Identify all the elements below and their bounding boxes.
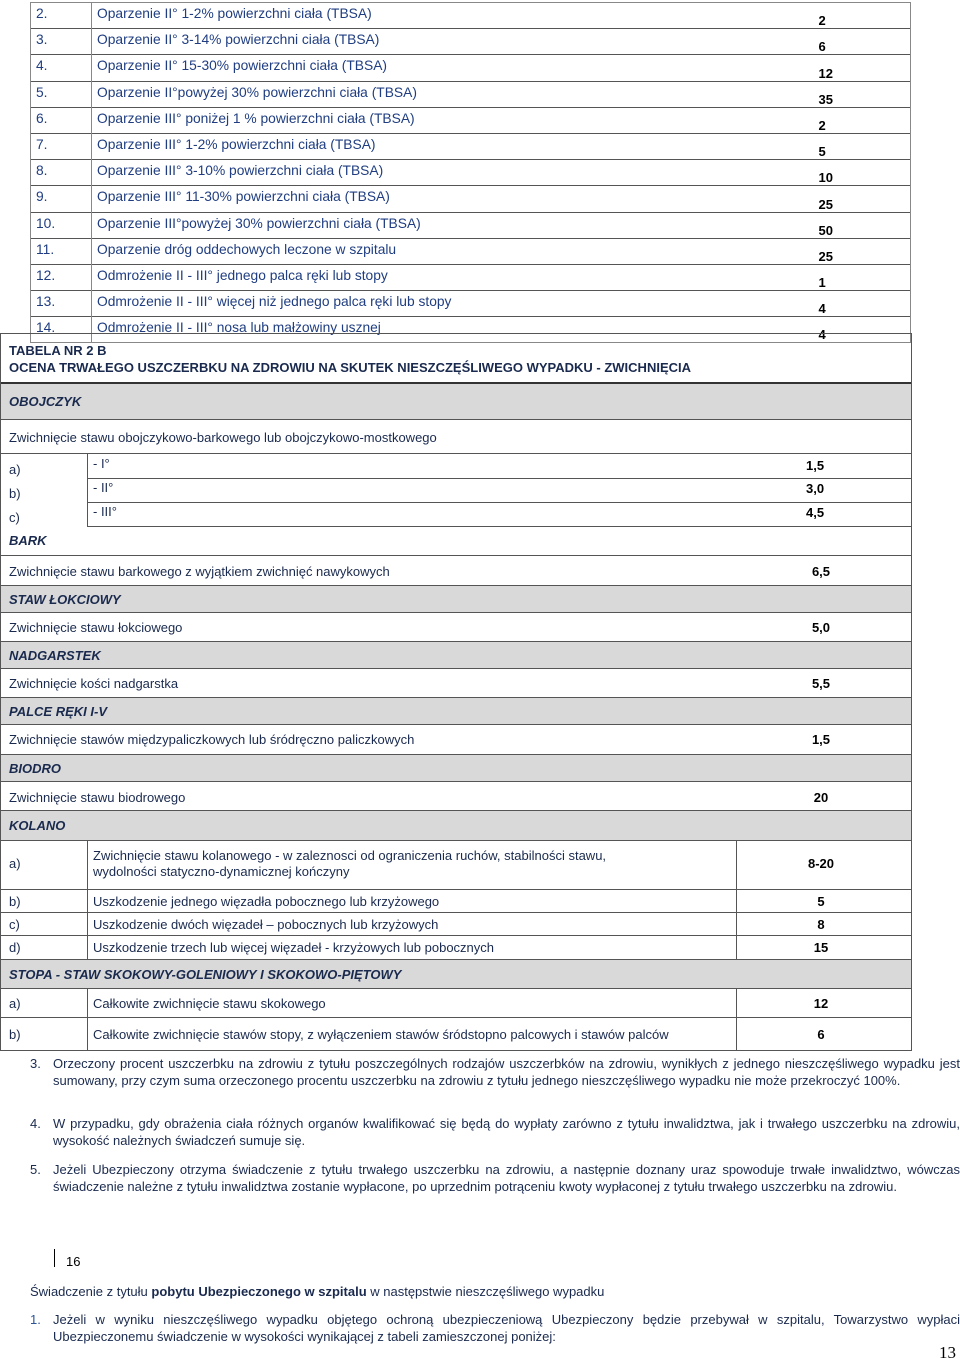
kolano-value-b: 5 (817, 894, 825, 909)
item-1 (30, 1312, 960, 1345)
burns-row-number: 2. (31, 3, 92, 29)
burns-row-value: 2 (817, 107, 911, 133)
stopa-row-b (1, 1018, 911, 1050)
burns-row-value: 10 (817, 160, 911, 186)
section-kolano (1, 811, 911, 841)
bark-value: 6,5 (811, 564, 831, 579)
biodro-value: 20 (813, 790, 829, 805)
section-heading (30, 1284, 604, 1299)
burns-row-value: 2 (817, 3, 911, 29)
bark-row (1, 556, 911, 586)
paragraph-4-number: 4. (30, 1116, 41, 1131)
burns-row (31, 107, 911, 133)
palce-value: 1,5 (811, 732, 831, 747)
burns-table (30, 2, 911, 343)
section-kolano-label: KOLANO (9, 818, 66, 833)
section-bark-label: BARK (9, 533, 47, 548)
section-stopa (1, 960, 911, 989)
biodro-text: Zwichnięcie stawu biodrowego (9, 790, 186, 805)
kolano-row-d (1, 936, 911, 960)
burns-row-value: 4 (817, 291, 911, 317)
burns-row-number: 13. (31, 291, 92, 317)
burns-row-text: Oparzenie III°powyżej 30% powierzchni ciała (TBSA) (92, 212, 817, 238)
burns-row-text: Odmrożenie II - III° więcej niż jednego palca ręki lub stopy (92, 291, 817, 317)
kolano-letter-b: b) (9, 894, 21, 909)
obojczyk-degrees (1, 454, 911, 538)
stopa-text-a: Całkowite zwichnięcie stawu skokowego (93, 996, 326, 1011)
burns-row-value: 1 (817, 264, 911, 290)
burns-row-text: Oparzenie II° 1-2% powierzchni ciała (TBSA) (92, 3, 817, 29)
burns-row-text: Oparzenie II° 15-30% powierzchni ciała (TBSA) (92, 55, 817, 81)
paragraph-3 (30, 1056, 960, 1089)
obojczyk-desc-row (1, 420, 911, 454)
kolano-row-a (1, 841, 911, 890)
obojczyk-value-2: 3,0 (806, 481, 825, 496)
paragraph-5-text: Jeżeli Ubezpieczony otrzyma świadczenie z tytułu trwałego uszczerbku na zdrowiu, a następnie doznany uraz spowoduje trwałe inwalidztwo, wówczas świadczenie należne z tytułu inwalidztwa zostanie wypłacone, po uprzednim potrąceniu kwoty wypłaconej z tytułu trwałego uszczerbku na zdrowiu. (53, 1162, 960, 1194)
paragraph-4-text: W przypadku, gdy obrażenia ciała różnych organów kwalifikować się będą do wypłaty zarówno z tytułu inwalidztwa, jak i trwałego uszczerbku na zdrowiu, wysokość należnych świadczeń sumuje się. (53, 1116, 960, 1148)
burns-row-value: 5 (817, 133, 911, 159)
obojczyk-letter-b: b) (9, 486, 21, 501)
nadgarstek-value: 5,5 (811, 676, 831, 691)
burns-row-value: 4 (817, 317, 911, 343)
section-palce-label: PALCE RĘKI I-V (9, 704, 107, 719)
item-1-text: Jeżeli w wyniku nieszczęśliwego wypadku objętego ochroną ubezpieczeniową Ubezpieczony będzie przebywał w szpitalu, Towarzystwo wypłaci Ubezpieczonemu świadczenie w wysokości wynikającej z tabeli zamieszczonej poniżej: (53, 1312, 960, 1344)
burns-row-number: 4. (31, 55, 92, 81)
obojczyk-desc: Zwichnięcie stawu obojczykowo-barkowego lub obojczykowo-mostkowego (9, 430, 437, 445)
burns-row-text: Oparzenie II°powyżej 30% powierzchni ciała (TBSA) (92, 81, 817, 107)
obojczyk-letter-a: a) (9, 462, 21, 477)
lokiec-row (1, 613, 911, 642)
obojczyk-letter-c: c) (9, 510, 20, 525)
stopa-value-a: 12 (813, 996, 829, 1011)
burns-row (31, 160, 911, 186)
kolano-letter-c: c) (9, 917, 20, 932)
section-biodro (1, 755, 911, 782)
burns-row-number: 3. (31, 29, 92, 55)
paragraph-4 (30, 1116, 960, 1149)
burns-row (31, 212, 911, 238)
burns-row (31, 133, 911, 159)
kolano-row-b (1, 890, 911, 913)
burns-row-text: Oparzenie III° 11-30% powierzchni ciała (TBSA) (92, 186, 817, 212)
burns-row-number: 14. (31, 317, 92, 343)
table-2b-subtitle: OCENA TRWAŁEGO USZCZERBKU NA ZDROWIU NA SKUTEK NIESZCZĘŚLIWEGO WYPADKU - ZWICHNIĘCIA (9, 360, 691, 375)
burns-row-number: 7. (31, 133, 92, 159)
kolano-value-a: 8-20 (807, 856, 835, 871)
burns-row-value: 35 (817, 81, 911, 107)
burns-row-number: 10. (31, 212, 92, 238)
stopa-value-b: 6 (817, 1027, 825, 1042)
burns-row-number: 5. (31, 81, 92, 107)
paragraph-5 (30, 1162, 960, 1195)
burns-row (31, 3, 911, 29)
stopa-letter-b: b) (9, 1027, 21, 1042)
kolano-text-b: Uszkodzenie jednego więzadła pobocznego lub krzyżowego (93, 894, 440, 909)
stopa-letter-a: a) (9, 996, 21, 1011)
section-heading-post: w następstwie nieszczęśliwego wypadku (366, 1284, 605, 1299)
kolano-letter-d: d) (9, 940, 21, 955)
section-stopa-label: STOPA - STAW SKOKOWY-GOLENIOWY I SKOKOWO-PIĘTOWY (9, 967, 402, 982)
obojczyk-degree-2: - II° (93, 480, 114, 495)
burns-row-number: 12. (31, 264, 92, 290)
section-bark (1, 528, 911, 556)
burns-row (31, 186, 911, 212)
nadgarstek-row (1, 669, 911, 698)
burns-row (31, 238, 911, 264)
section-heading-pre: Świadczenie z tytułu (30, 1284, 152, 1299)
paragraph-3-number: 3. (30, 1056, 41, 1071)
palce-row (1, 725, 911, 755)
stopa-text-b: Całkowite zwichnięcie stawów stopy, z wyłączeniem stawów śródstopno palcowych i stawów palców (93, 1027, 669, 1042)
table-2b-title: TABELA NR 2 B (9, 343, 107, 358)
section-lokiec-label: STAW ŁOKCIOWY (9, 592, 121, 607)
burns-row-text: Oparzenie III° 1-2% powierzchni ciała (TBSA) (92, 133, 817, 159)
paragraph-5-number: 5. (30, 1162, 41, 1177)
burns-row-number: 8. (31, 160, 92, 186)
burns-row (31, 29, 911, 55)
lokiec-value: 5,0 (811, 620, 831, 635)
burns-row-number: 9. (31, 186, 92, 212)
kolano-row-c (1, 913, 911, 936)
burns-row-value: 50 (817, 212, 911, 238)
burns-row-text: Oparzenie dróg oddechowych leczone w szpitalu (92, 238, 817, 264)
kolano-text-d: Uszkodzenie trzech lub więcej więzadeł - krzyżowych lub pobocznych (93, 940, 495, 955)
kolano-value-c: 8 (817, 917, 825, 932)
kolano-text-a-1: Zwichnięcie stawu kolanowego - w zaleznosci od ograniczenia ruchów, stabilności stawu, (93, 848, 607, 863)
burns-row-number: 6. (31, 107, 92, 133)
obojczyk-degree-3: - III° (93, 504, 117, 519)
section-heading-bold: pobytu Ubezpieczonego w szpitalu (151, 1284, 367, 1299)
burns-row-text: Odmrożenie II - III° nosa lub małżowiny usznej (92, 317, 817, 343)
section-obojczyk-label: OBOJCZYK (9, 394, 82, 409)
burns-row-value: 25 (817, 186, 911, 212)
burns-row-text: Oparzenie III° poniżej 1 % powierzchni ciała (TBSA) (92, 107, 817, 133)
section-biodro-label: BIODRO (9, 761, 61, 776)
stopa-row-a (1, 989, 911, 1018)
footnote-marker: 16 (66, 1254, 81, 1269)
item-1-number: 1. (30, 1312, 41, 1327)
bark-text: Zwichnięcie stawu barkowego z wyjątkiem zwichnięć nawykowych (9, 564, 390, 579)
burns-row-text: Oparzenie III° 3-10% powierzchni ciała (TBSA) (92, 160, 817, 186)
burns-row-text: Oparzenie II° 3-14% powierzchni ciała (TBSA) (92, 29, 817, 55)
palce-text: Zwichnięcie stawów międzypaliczkowych lub śródręczno paliczkowych (9, 732, 415, 747)
table-2b (0, 333, 912, 1051)
kolano-value-d: 15 (813, 940, 829, 955)
burns-row-text: Odmrożenie II - III° jednego palca ręki lub stopy (92, 264, 817, 290)
nadgarstek-text: Zwichnięcie kości nadgarstka (9, 676, 179, 691)
burns-row (31, 81, 911, 107)
paragraph-3-text: Orzeczony procent uszczerbku na zdrowiu z tytułu poszczególnych rodzajów uszczerbków na zdrowiu, wynikłych z jednego nieszczęśliwego wypadku jest sumowany, przy czym suma orzeczonego procentu uszczerbku na zdrowiu z tytułu jednego nieszczęśliwego wypadku nie może przekroczyć 100%. (53, 1056, 960, 1088)
burns-row-number: 11. (31, 238, 92, 264)
section-palce (1, 698, 911, 725)
burns-row-value: 6 (817, 29, 911, 55)
burns-row (31, 264, 911, 290)
obojczyk-value-3: 4,5 (806, 505, 825, 520)
table-2b-header (1, 334, 911, 384)
page-number: 13 (939, 1343, 956, 1362)
burns-row-value: 25 (817, 238, 911, 264)
obojczyk-value-1: 1,5 (806, 458, 825, 473)
kolano-text-a-2: wydolności statyczno-dynamicznej kończyny (93, 864, 350, 879)
section-lokiec (1, 586, 911, 613)
section-nadgarstek-label: NADGARSTEK (9, 648, 101, 663)
section-nadgarstek (1, 642, 911, 669)
kolano-text-c: Uszkodzenie dwóch więzadeł – pobocznych lub krzyżowych (93, 917, 439, 932)
biodro-row (1, 782, 911, 811)
burns-row-value: 12 (817, 55, 911, 81)
section-obojczyk (1, 384, 911, 420)
burns-row (31, 55, 911, 81)
lokiec-text: Zwichnięcie stawu łokciowego (9, 620, 183, 635)
footnote-bar (54, 1249, 56, 1267)
obojczyk-degree-1: - I° (93, 456, 110, 471)
burns-row (31, 291, 911, 317)
kolano-letter-a: a) (9, 856, 21, 871)
